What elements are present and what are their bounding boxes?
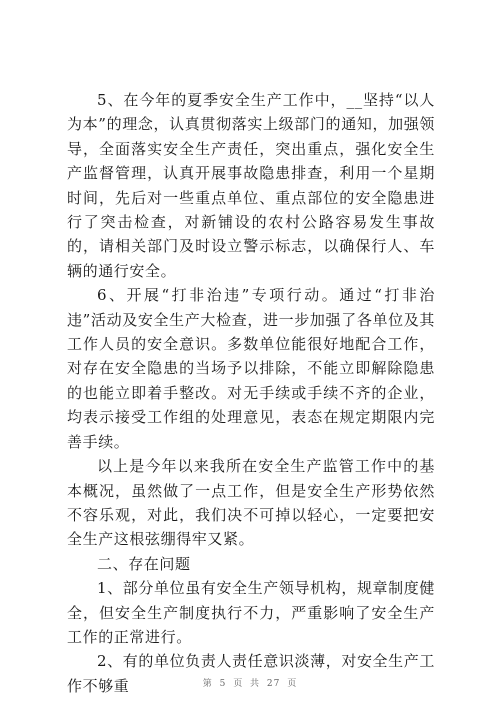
paragraph-item-6: 6、开展“打非治违”专项行动。通过“打非治违”活动及安全生产大检查，进一步加强了各单位及其工作人员的安全意识。多数单位能很好地配合工作，对存在安全隐患的当场予以排除，不能立即解除隐患的也能立即着手整改。对无手续或手续不齐的企业，均表示接受工作组的处理意见，表态在规定期限内完善手续。 [67,286,435,451]
page-number-footer: 第 5 页 共 27 页 [202,679,298,689]
paragraph-problem-2: 2、有的单位负责人责任意识淡薄，对安全生产工作不够重 [67,652,435,695]
paragraph-summary: 以上是今年以来我所在安全生产监管工作中的基本概况，虽然做了一点工作，但是安全生产形势依然不容乐观，对此，我们决不可掉以轻心，一定要把安全生产这根弦绷得牢又紧。 [67,457,435,549]
paragraph-item-5: 5、在今年的夏季安全生产工作中，__坚持“以人为本”的理念，认真贯彻落实上级部门的通知，加强领导，全面落实安全生产责任，突出重点，强化安全生产监督管理，认真开展事故隐患排查，利用一个星期时间，先后对一些重点单位、重点部位的安全隐患进行了突击检查，对新铺设的农村公路容易发生事故的，请相关部门及时设立警示标志，以确保行人、车辆的通行安全。 [67,91,435,280]
document-body [67,88,435,698]
paragraph-problem-1: 1、部分单位虽有安全生产领导机构，规章制度健全，但安全生产制度执行不力，严重影响了安全生产工作的正常进行。 [67,579,435,646]
section-heading-problems: 二、存在问题 [97,554,191,573]
